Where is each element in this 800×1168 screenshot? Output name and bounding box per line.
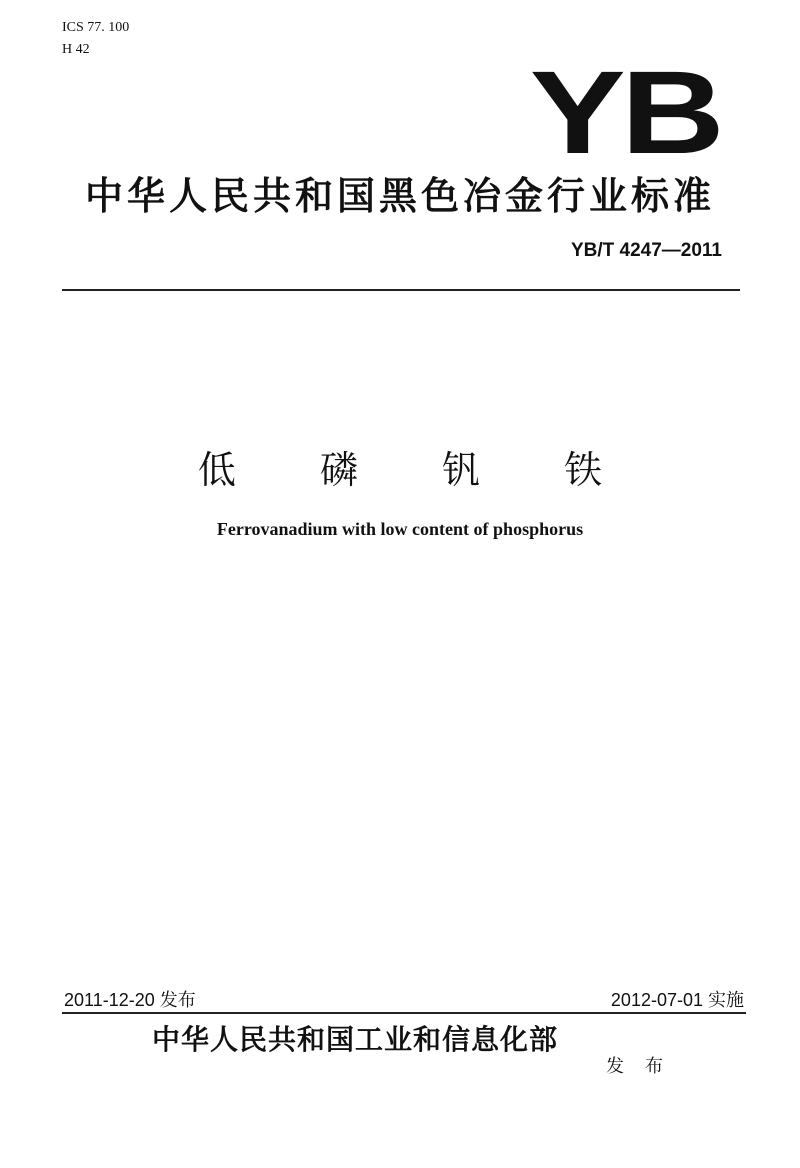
standard-number: YB/T 4247—2011 — [570, 240, 722, 261]
publisher-name: 中华人民共和国工业和信息化部 — [152, 1023, 559, 1056]
document-title-chinese: 低 磷 钒 铁 — [197, 448, 639, 492]
ccs-code: H 42 — [62, 42, 90, 57]
footer-divider — [62, 1012, 746, 1014]
ics-code: ICS 77. 100 — [62, 20, 130, 35]
publish-label: 发 布 — [606, 1056, 672, 1076]
issuing-authority-title: 中华人民共和国黑色冶金行业标准 — [84, 174, 715, 218]
document-title-english: Ferrovanadium with low content of phosphorus — [216, 519, 584, 539]
classification-codes — [62, 18, 129, 62]
yb-logo: YB — [529, 47, 720, 179]
issue-date: 2011-12-20 发布 — [64, 990, 196, 1010]
implementation-date: 2012-07-01 实施 — [610, 990, 744, 1010]
header-divider — [62, 289, 740, 291]
